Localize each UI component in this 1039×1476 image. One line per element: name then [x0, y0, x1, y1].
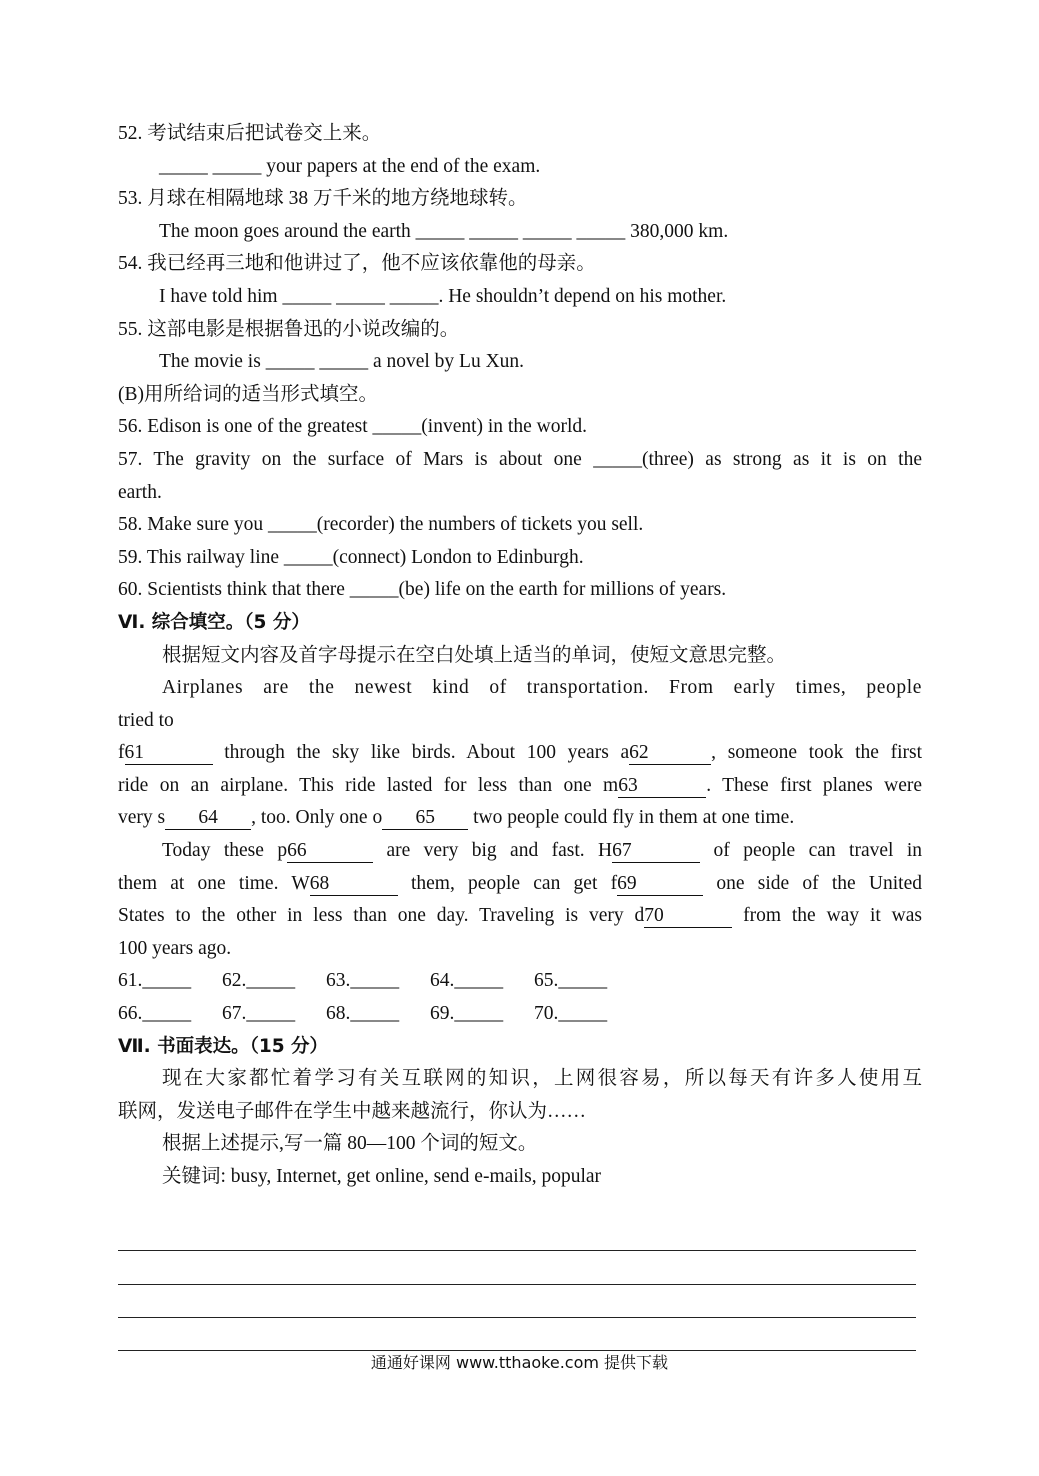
answer-66[interactable]: 66._____ — [118, 1003, 192, 1025]
writing-line[interactable] — [118, 1285, 916, 1318]
section-7-prompt-line1: 现在大家都忙着学习有关互联网的知识，上网很容易，所以每天有许多人使用互 — [162, 1068, 922, 1090]
blank-69[interactable]: 69 — [617, 873, 703, 896]
q52-english: _____ _____ your papers at the end of the exam. — [159, 155, 541, 177]
page-footer: 通通好课网 www.tthaoke.com 提供下载 — [370, 1353, 669, 1372]
q55-chinese: 55. 这部电影是根据鲁迅的小说改编的。 — [118, 318, 460, 340]
section-7-keywords: 关键词: busy, Internet, get online, send e-mails, popular — [162, 1166, 602, 1187]
answer-65[interactable]: 65._____ — [534, 970, 608, 992]
blank-61[interactable]: 61 — [125, 742, 213, 765]
q56: 56. Edison is one of the greatest _____(invent) in the world. — [118, 416, 587, 438]
passage-p2-line2: them at one time. W68 them, people can get f69 one side of the United — [118, 872, 922, 894]
writing-line[interactable] — [118, 1318, 916, 1351]
blank-63[interactable]: 63 — [618, 775, 706, 798]
q54-chinese: 54. 我已经再三地和他讲过了，他不应该依靠他的母亲。 — [118, 253, 596, 275]
passage-p1-line5: very s 64 , too. Only one o 65 two people could fly in them at one time. — [118, 807, 795, 829]
blank-64[interactable]: 64 — [165, 807, 251, 830]
passage-p1-line2: tried to — [118, 709, 174, 731]
answer-68[interactable]: 68._____ — [326, 1003, 400, 1025]
section-6-heading: Ⅵ. 综合填空。（5 分） — [118, 611, 310, 633]
writing-line[interactable] — [118, 1218, 916, 1251]
blank-70[interactable]: 70 — [644, 905, 732, 928]
blank-67[interactable]: 67 — [612, 840, 700, 863]
writing-line[interactable] — [118, 1251, 916, 1284]
answer-69[interactable]: 69._____ — [430, 1003, 504, 1025]
blank-66[interactable]: 66 — [287, 840, 373, 863]
answer-row-1 — [118, 965, 922, 998]
q59: 59. This railway line _____(connect) London to Edinburgh. — [118, 546, 584, 568]
passage-p1-line3: f61 through the sky like birds. About 100 years a62 , someone took the first — [118, 742, 922, 764]
answer-70[interactable]: 70._____ — [534, 1003, 608, 1025]
exam-page — [118, 118, 922, 1194]
q54-english: I have told him _____ _____ _____. He shouldn’t depend on his mother. — [159, 285, 727, 307]
q57-line1: 57. The gravity on the surface of Mars is about one _____(three) as strong as it is on the — [118, 448, 922, 470]
section-7-prompt-line2: 联网，发送电子邮件在学生中越来越流行，你认为…… — [118, 1100, 587, 1122]
blank-68[interactable]: 68 — [310, 873, 398, 896]
writing-area[interactable] — [118, 1218, 916, 1351]
blank-65[interactable]: 65 — [382, 807, 468, 830]
blank-62[interactable]: 62 — [629, 742, 711, 765]
section-b-heading: (B)用所给词的适当形式填空。 — [118, 383, 378, 405]
passage-p2-line1: Today these p66 are very big and fast. H67 of people can travel in — [162, 840, 922, 862]
answer-62[interactable]: 62._____ — [222, 970, 296, 992]
section-6-instruction: 根据短文内容及首字母提示在空白处填上适当的单词，使短文意思完整。 — [162, 644, 787, 666]
passage-p2-line4: 100 years ago. — [118, 937, 232, 959]
answer-67[interactable]: 67._____ — [222, 1003, 296, 1025]
section-7-heading: Ⅶ. 书面表达。（15 分） — [118, 1035, 329, 1057]
passage-p2-line3: States to the other in less than one day. Traveling is very d70 from the way it was — [118, 905, 922, 927]
q53-chinese: 53. 月球在相隔地球 38 万千米的地方绕地球转。 — [118, 188, 528, 210]
q52-chinese: 52. 考试结束后把试卷交上来。 — [118, 123, 382, 144]
q58: 58. Make sure you _____(recorder) the numbers of tickets you sell. — [118, 514, 644, 536]
section-7-instruction: 根据上述提示,写一篇 80—100 个词的短文。 — [162, 1133, 538, 1155]
q55-english: The movie is _____ _____ a novel by Lu Xun. — [159, 351, 525, 373]
answer-61[interactable]: 61._____ — [118, 970, 192, 992]
q57-line2: earth. — [118, 481, 162, 503]
answer-row-2 — [118, 998, 922, 1031]
q53-english: The moon goes around the earth _____ _____ _____ _____ 380,000 km. — [159, 220, 729, 242]
answer-63[interactable]: 63._____ — [326, 970, 400, 992]
passage-p1-line4: ride on an airplane. This ride lasted for less than one m63 . These first planes were — [118, 774, 923, 796]
passage-p1-line1: Airplanes are the newest kind of transportation. From early times, people — [162, 677, 922, 699]
q60: 60. Scientists think that there _____(be) life on the earth for millions of years. — [118, 579, 727, 601]
answer-64[interactable]: 64._____ — [430, 970, 504, 992]
